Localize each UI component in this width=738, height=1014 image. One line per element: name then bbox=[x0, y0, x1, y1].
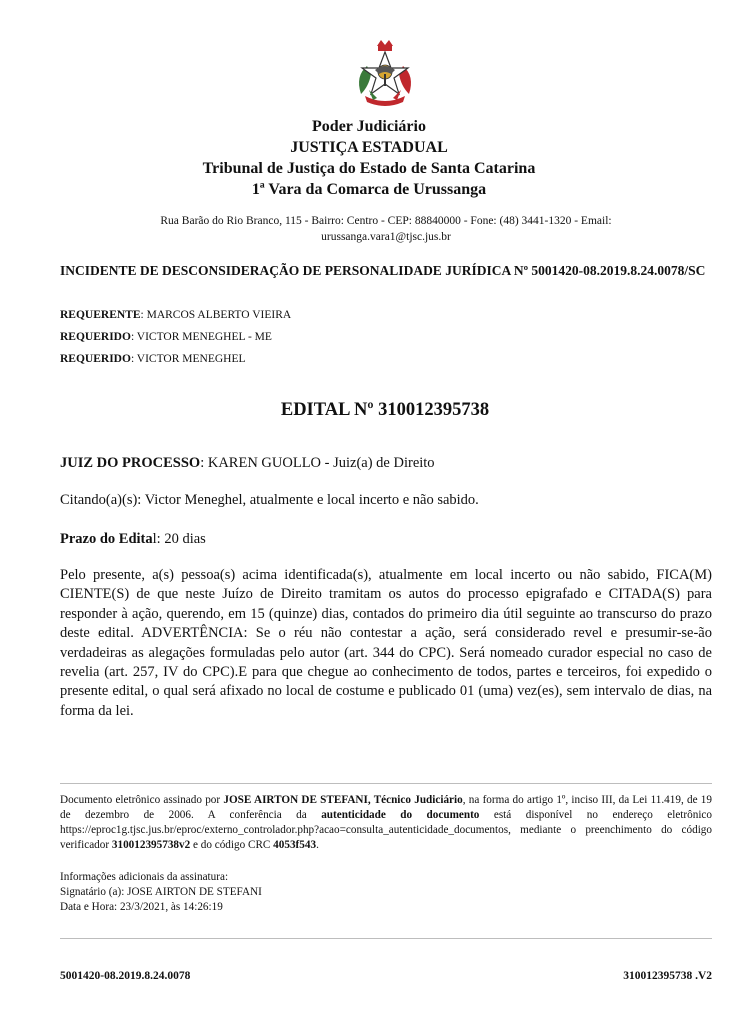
header-line-4: 1ª Vara da Comarca de Urussanga bbox=[251, 181, 487, 198]
signer-name: JOSE AIRTON DE STEFANI, Técnico Judiciário bbox=[223, 794, 463, 806]
signature-text: e do código CRC bbox=[190, 839, 274, 851]
party-role: REQUERIDO bbox=[60, 331, 131, 343]
party-name: : VICTOR MENEGHEL bbox=[130, 353, 246, 365]
header-line-2: JUSTIÇA ESTADUAL bbox=[290, 139, 448, 156]
verification-code: 310012395738v2 bbox=[111, 839, 191, 851]
signature-text: . bbox=[316, 839, 319, 851]
prazo-value: l: 20 dias bbox=[152, 531, 206, 547]
edital-title: EDITAL Nº 310012395738 bbox=[280, 400, 490, 420]
signature-block bbox=[60, 793, 712, 853]
party-name: : MARCOS ALBERTO VIEIRA bbox=[140, 309, 292, 321]
footer-document-number: 310012395738 .V2 bbox=[623, 970, 712, 982]
info-line-3: Data e Hora: 23/3/2021, às 14:26:19 bbox=[60, 901, 223, 913]
authenticity-label: autenticidade do documento bbox=[321, 809, 480, 821]
footer-process-number: 5001420-08.2019.8.24.0078 bbox=[60, 970, 191, 982]
info-line-2: Signatário (a): JOSE AIRTON DE STEFANI bbox=[60, 886, 262, 898]
process-title: INCIDENTE DE DESCONSIDERAÇÃO DE PERSONALIDADE JURÍDICA Nº 5001420-08.2019.8.24.0078/SC bbox=[60, 263, 706, 278]
header-line-3: Tribunal de Justiça do Estado de Santa Catarina bbox=[202, 160, 536, 177]
court-address bbox=[60, 213, 712, 245]
edital-body: Pelo presente, a(s) pessoa(s) acima identificada(s), atualmente em local incerto ou não sabido, FICA(M) CIENTE(S) de que neste Juízo de Direito tramitam os autos do processo epigrafado e CITADA(S) para responder à ação, querendo, em 15 (quinze) dias, contados do primeiro dia útil seguinte ao transcurso do prazo deste edital. ADVERTÊNCIA: Se o réu não contestar a ação, será considerado revel e presumir-se-ão verdadeiras as alegações formuladas pelo autor (art. 344 do CPC). Será nomeado curador especial no caso de revelia (art. 257, IV do CPC).E para que chegue ao conhecimento de todos, partes e terceiros, foi expedido o presente edital, o qual será afixado no local de costume e publicado 01 (uma) vez(es), sem intervalo de dias, na forma da lei. bbox=[60, 567, 712, 719]
party-requerido-2 bbox=[60, 353, 246, 365]
party-role: REQUERENTE bbox=[60, 309, 141, 321]
prazo-label: Prazo do Edita bbox=[60, 531, 153, 547]
judge-label: JUIZ DO PROCESSO bbox=[60, 455, 201, 471]
coat-of-arms-icon bbox=[347, 36, 423, 112]
signature-text: Documento eletrônico assinado por bbox=[60, 794, 224, 806]
address-line-1: Rua Barão do Rio Branco, 115 - Bairro: Centro - CEP: 88840000 - Fone: (48) 3441-1320 - Email: bbox=[160, 215, 612, 227]
divider bbox=[60, 783, 712, 784]
party-requerente bbox=[60, 309, 291, 321]
divider bbox=[60, 938, 712, 939]
party-requerido-1 bbox=[60, 331, 272, 343]
header-line-1: Poder Judiciário bbox=[312, 118, 426, 135]
party-name: : VICTOR MENEGHEL - ME bbox=[130, 331, 272, 343]
prazo-line bbox=[60, 531, 206, 548]
signature-text: está disponível no endereço eletrônico https://eproc1g.tjsc.jus.br/eproc/externo_controlador.php?acao=consulta_autenticidade_documentos, mediante o preenchimento do código verificador bbox=[60, 809, 712, 851]
party-role: REQUERIDO bbox=[60, 353, 131, 365]
info-line-1: Informações adicionais da assinatura: bbox=[60, 871, 229, 883]
judge-line bbox=[60, 455, 435, 472]
signature-info bbox=[60, 870, 262, 915]
address-line-2: urussanga.vara1@tjsc.jus.br bbox=[321, 231, 451, 243]
citando-line: Citando(a)(s): Victor Meneghel, atualmente e local incerto e não sabido. bbox=[60, 492, 479, 508]
signature-text: , na forma do artigo 1º, inciso III, da Lei 11.419, de 19 de dezembro de 2006. A conferência da bbox=[60, 794, 712, 821]
judge-value: : KAREN GUOLLO - Juiz(a) de Direito bbox=[200, 455, 435, 471]
crc-code: 4053f543 bbox=[273, 839, 317, 851]
